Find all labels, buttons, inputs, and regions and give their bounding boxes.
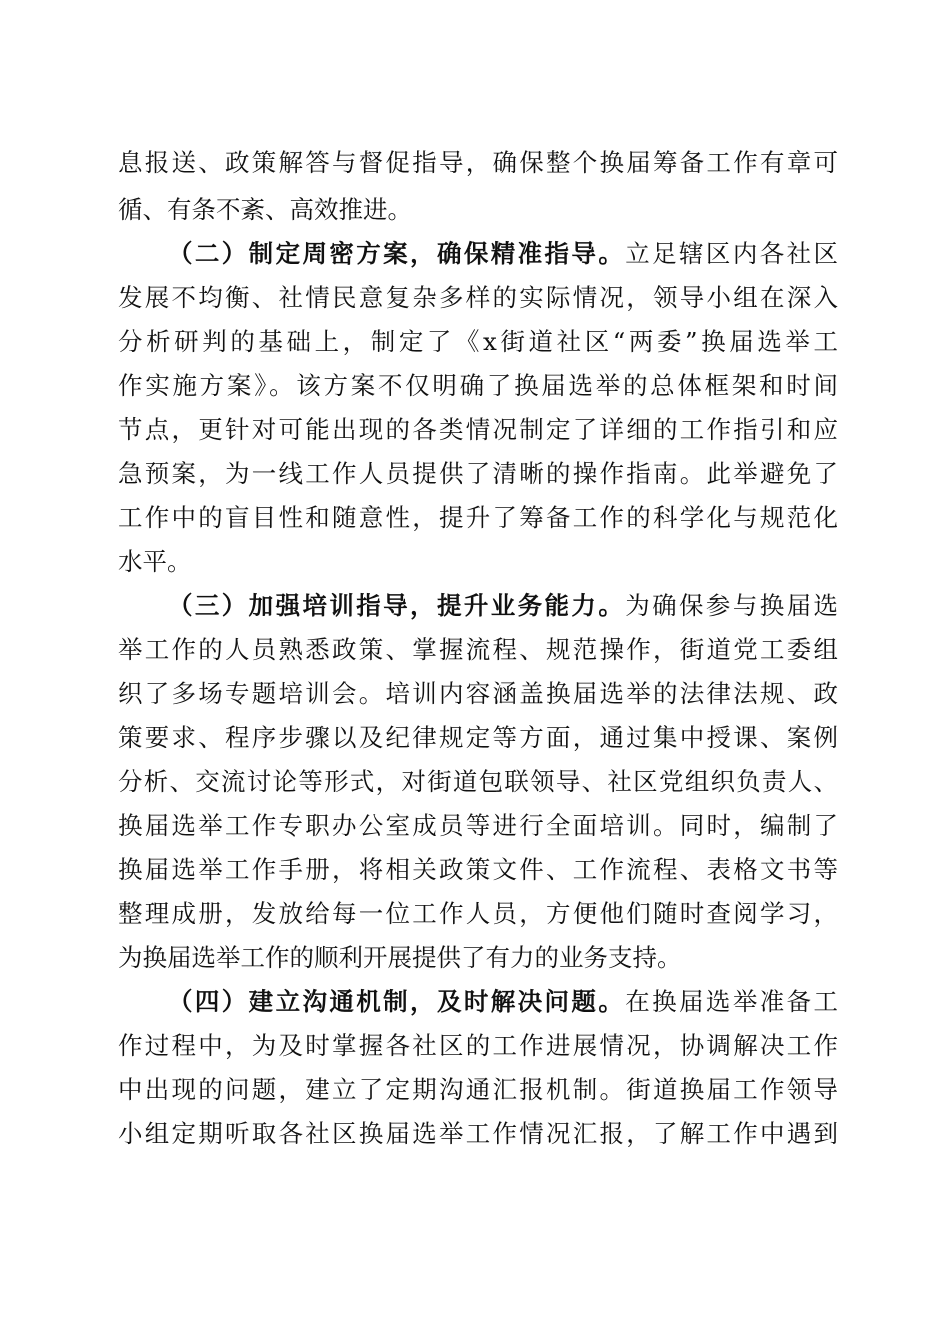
body-text-line: 息报送、政策解答与督促指导，确保整个换届筹备工作有章可 xyxy=(118,148,838,177)
body-text-line: 分析研判的基础上，制定了《x街道社区“两委”换届选举工 xyxy=(118,327,838,356)
body-text-line: 换届选举工作手册，将相关政策文件、工作流程、表格文书等 xyxy=(118,855,838,884)
body-text-line: 策要求、程序步骤以及纪律规定等方面，通过集中授课、案例 xyxy=(118,723,838,752)
section-heading-line xyxy=(168,590,838,622)
body-text-line: 整理成册，发放给每一位工作人员，方便他们随时查阅学习， xyxy=(118,899,838,928)
body-text-line: 急预案，为一线工作人员提供了清晰的操作指南。此举避免了 xyxy=(118,459,838,488)
body-text-line: 织了多场专题培训会。培训内容涵盖换届选举的法律法规、政 xyxy=(118,679,838,708)
body-text-line: 举工作的人员熟悉政策、掌握流程、规范操作，街道党工委组 xyxy=(118,635,838,664)
section-heading-two: （二）制定周密方案，确保精准指导。 xyxy=(168,239,626,268)
body-text-line: 节点，更针对可能出现的各类情况制定了详细的工作指引和应 xyxy=(118,415,838,444)
body-text-line: 水平。 xyxy=(118,547,192,576)
body-text-line: 发展不均衡、社情民意复杂多样的实际情况，领导小组在深入 xyxy=(118,283,838,312)
section-heading-three: （三）加强培训指导，提升业务能力。 xyxy=(168,591,626,620)
section-heading-line xyxy=(168,238,838,270)
body-text-line: 小组定期听取各社区换届选举工作情况汇报，了解工作中遇到 xyxy=(118,1119,838,1148)
body-text-line: 作实施方案》。该方案不仅明确了换届选举的总体框架和时间 xyxy=(118,371,838,400)
body-text-line: 作过程中，为及时掌握各社区的工作进展情况，协调解决工作 xyxy=(118,1031,838,1060)
body-text-line: 工作中的盲目性和随意性，提升了筹备工作的科学化与规范化 xyxy=(118,503,838,532)
section-heading-line xyxy=(168,986,838,1018)
body-text-line: 分析、交流讨论等形式，对街道包联领导、社区党组织负责人、 xyxy=(118,767,838,796)
section-heading-four: （四）建立沟通机制，及时解决问题。 xyxy=(168,987,626,1016)
body-text: 为确保参与换届选 xyxy=(625,591,839,620)
body-text: 立足辖区内各社区 xyxy=(625,239,839,268)
body-text-line: 中出现的问题，建立了定期沟通汇报机制。街道换届工作领导 xyxy=(118,1075,838,1104)
body-text-line: 循、有条不紊、高效推进。 xyxy=(118,195,412,224)
body-text-line: 换届选举工作专职办公室成员等进行全面培训。同时，编制了 xyxy=(118,811,838,840)
body-text-line: 为换届选举工作的顺利开展提供了有力的业务支持。 xyxy=(118,943,682,972)
body-text: 在换届选举准备工 xyxy=(625,987,839,1016)
